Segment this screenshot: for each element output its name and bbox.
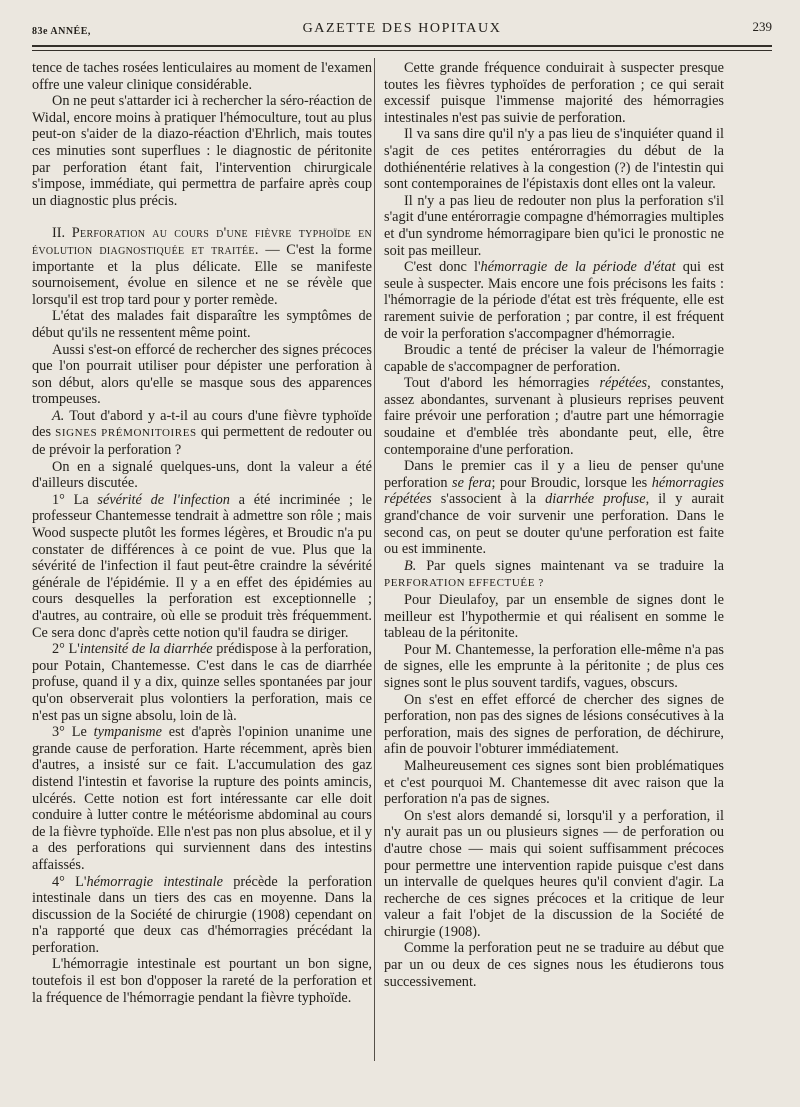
text-span: C'est donc l': [404, 259, 481, 276]
italic-term: répétées: [599, 375, 648, 392]
paragraph: Comme la perforation peut ne se traduire au début que par un ou deux de ces signes nous les étudierons tous successivement.: [384, 940, 724, 990]
paragraph: L'hémorragie intestinale est pourtant un bon signe, toutefois il est bon d'opposer la rareté de la perforation et la fréquence de l'hémorragie pendant la fièvre typhoïde.: [32, 956, 372, 1006]
journal-title: GAZETTE DES HOPITAUX: [302, 21, 502, 36]
italic-term: sévérité de l'infection: [97, 491, 230, 508]
header-rule-thick: [32, 45, 772, 47]
paragraph: Pour M. Chantemesse, la perforation elle-même n'a pas de signes, elle les emprunte à la péritonite ; de plus ces signes sont le plus souvent tardifs, vagues, obscurs.: [384, 641, 724, 691]
paragraph: On s'est alors demandé si, lorsqu'il y a perforation, il n'y aurait pas un ou plusieurs signes — de perforation ou d'autre chose — mais qui soient suffisamment précoces pour permettre une intervention rapide puisque c'est dans un intervalle de quelques heures qu'il convient d'agir. La recherche de ces signes précoces et la critique de leur valeur a fait l'objet de la discussion de la Société de chirurgie (1908).: [384, 807, 724, 940]
paragraph: On en a signalé quelques-uns, dont la valeur a été d'ailleurs discutée.: [32, 458, 372, 492]
text-span: Dans le premier cas il y a lieu de penser qu'une perforation: [384, 458, 724, 491]
subsection-label: A.: [52, 407, 65, 424]
text-span: 3° Le: [52, 724, 94, 741]
list-item: [32, 492, 372, 641]
year-label: 83e ANNÉE,: [32, 26, 91, 37]
text-span: 2° L': [52, 641, 80, 658]
italic-term: se fera: [452, 474, 492, 491]
italic-term: diarrhée profuse: [545, 491, 646, 508]
text-span: précède la perforation intestinale dans un tiers des cas en moyenne. Dans la discussion de la Société de chirurgie (1908) cependant on n'a rapporté que deux cas d'hémorragies précédant la perforation.: [32, 873, 372, 956]
page-number: 239: [752, 19, 772, 34]
paragraph: On ne peut s'attarder ici à rechercher la séro-réaction de Widal, encore moins à pratiquer l'hémoculture, tout au plus peut-on s'aider de la diazo-réaction d'Ehrlich, mais toutes ces minuties sont superflues : le diagnostic de péritonite par perforation étant fait, l'intervention chirurgicale s'impose, immédiate, qui permettra de parfaire après coup un diagnostic plus précis.: [32, 93, 372, 209]
list-item: [32, 874, 372, 957]
paragraph: [384, 259, 724, 342]
list-item: [32, 724, 372, 873]
paragraph: Malheureusement ces signes sont bien problématiques et c'est pourquoi M. Chantemesse dit avec raison que la perforation n'a pas de signes.: [384, 757, 724, 808]
page-header: [32, 16, 772, 40]
text-span: a été incriminée ; le professeur Chantemesse tendrait à admettre son rôle ; mais Wood suspecte plutôt les formes légères, et Broudic n'a pu constater de différences à ce point de vue. Plus que la sévérité de l'infection il faut peut-être craindre la sévérité générale de l'épidémie. Il y a en effet des épidémies au cours desquelles la perforation est exceptionnelle ; d'autres, au contraire, où elle se produit très fréquemment. Ce sera donc d'après cette notion qu'il faudra se diriger.: [32, 491, 373, 641]
section-number: II.: [52, 225, 66, 242]
italic-term: hémorragies répétées: [384, 474, 724, 508]
column-divider: [374, 58, 375, 1061]
text-span: Tout d'abord les hémorragies: [404, 375, 600, 392]
text-span: prédispose à la perforation, pour Potain, Chantemesse. C'est dans le cas de diarrhée profuse, quand il y a dix, quinze selles spontanées par jour qu'on observerait plus volontiers la perforation, mais ce n'est pas un signe absolu, loin de là.: [32, 641, 373, 724]
paragraph: [32, 408, 372, 459]
smallcaps-term: PERFORATION EFFECTUÉE ?: [384, 577, 544, 590]
paragraph: [384, 558, 724, 592]
section-title: Perforation au cours d'une fièvre typhoïde en évolution diagnostiquée et traitée.: [32, 225, 372, 258]
paragraph: Broudic a tenté de préciser la valeur de l'hémorragie capable de s'accompagner de perforation.: [384, 342, 724, 375]
section-text: — C'est la forme importante et la plus délicate. Elle se manifeste sournoisement, évolue en silence et ne se révèle que lorsqu'il est trop tard pour y porter remède.: [32, 241, 373, 308]
paragraph: Cette grande fréquence conduirait à suspecter presque toutes les fièvres typhoïdes de perforation ; ce qui serait excessif puisque l'immense majorité des hémorragies intestinales n'est pas suivie de perforation.: [384, 60, 724, 126]
paragraph: Il va sans dire qu'il n'y a pas lieu de s'inquiéter quand il s'agit de ces petites entérorragies du début de la dothiénentérie relatives à la congestion (?) de l'intestin qui sont contemporaines de l'épistaxis dont elles ont la valeur.: [384, 126, 724, 193]
italic-term: intensité de la diarrhée: [79, 641, 213, 658]
paragraph: Il n'y a pas lieu de redouter non plus la perforation s'il s'agit d'une entérorragie compagne d'hémorragies multiples et d'un syndrome hémorragipare bien qu'ici le pronostic ne soit pas meilleur.: [384, 192, 724, 259]
text-span: ; pour Broudic, lorsque les: [491, 474, 652, 491]
paragraph: [384, 375, 724, 458]
text-span: qui permettent de redouter ou de prévoir la perforation ?: [32, 424, 372, 459]
paragraph: L'état des malades fait disparaître les symptômes de début qu'ils ne ressentent même point.: [32, 308, 372, 341]
text-span: 1° La: [52, 491, 98, 508]
list-item: [32, 641, 372, 724]
paragraph: On s'est en effet efforcé de chercher des signes de perforation, non pas des signes de lésions consécutives à la perforation, mais des signes de perforation, de déchirure, afin de pouvoir l'obturer immédiatement.: [384, 691, 724, 758]
text-span: qui est seule à suspecter. Mais encore une fois précisons les faits : l'hémorragie de la période d'état est très fréquente, elle est rarement suivie de perforation ; par contre, il est fréquent de voir la perforation s'accompagner d'hémorragie.: [384, 259, 724, 342]
text-span: , il y aurait grand'chance de voir survenir une perforation. Dans le second cas, on peut se douter qu'une perforation est faite ou est imminente.: [384, 491, 724, 558]
italic-term: hémorragie de la période d'état: [480, 259, 676, 276]
right-column: [384, 60, 724, 990]
text-span: Tout d'abord y a-t-il au cours d'une fièvre typhoïde des: [32, 407, 372, 441]
subsection-label: B.: [404, 557, 417, 574]
italic-term: tympanisme: [93, 724, 162, 741]
text-span: 4° L': [52, 873, 87, 890]
paragraph: Aussi s'est-on efforcé de rechercher des signes précoces que l'on pourrait utiliser pour dépister une perforation à son début, alors qu'elle se masque sous des apparences trompeuses.: [32, 341, 372, 408]
text-span: , constantes, assez abondantes, survenant à plusieurs reprises peuvent faire prévoir une perforation ; d'autre part une hémorragie soudaine et d'emblée très abondante peut, elle, être contemporaine d'une perforation.: [384, 375, 724, 458]
text-span: s'associent à la: [431, 491, 546, 508]
paragraph: tence de taches rosées lenticulaires au moment de l'examen offre une valeur clinique considérable.: [32, 60, 372, 93]
paragraph: [384, 458, 724, 558]
header-rule-thin: [32, 50, 772, 51]
left-column: [32, 60, 372, 1006]
smallcaps-term: SIGNES PRÉMONITOIRES: [55, 427, 197, 440]
text-span: Par quels signes maintenant va se traduire la: [416, 557, 724, 574]
paragraph: Pour Dieulafoy, par un ensemble de signes dont le meilleur est l'hypothermie et qui réalisent en somme le tableau de la péritonite.: [384, 592, 724, 642]
section-heading: [32, 225, 372, 308]
text-span: est d'après l'opinion unanime une grande cause de perforation. Harte récemment, après bien d'autres, a insisté sur ce fait. L'accumulation des gaz distend l'intestin et favorise la rupture des points amincis, ulcérés. Cette notion est fort intéressante car elle doit conduire à lutter contre le météorisme abdominal au cours de la fièvre typhoïde. Elle n'est pas non plus absolue, et il y a des perforations qui surviennent dans des intestins affaissés.: [32, 724, 372, 873]
italic-term: hémorragie intestinale: [86, 873, 223, 890]
